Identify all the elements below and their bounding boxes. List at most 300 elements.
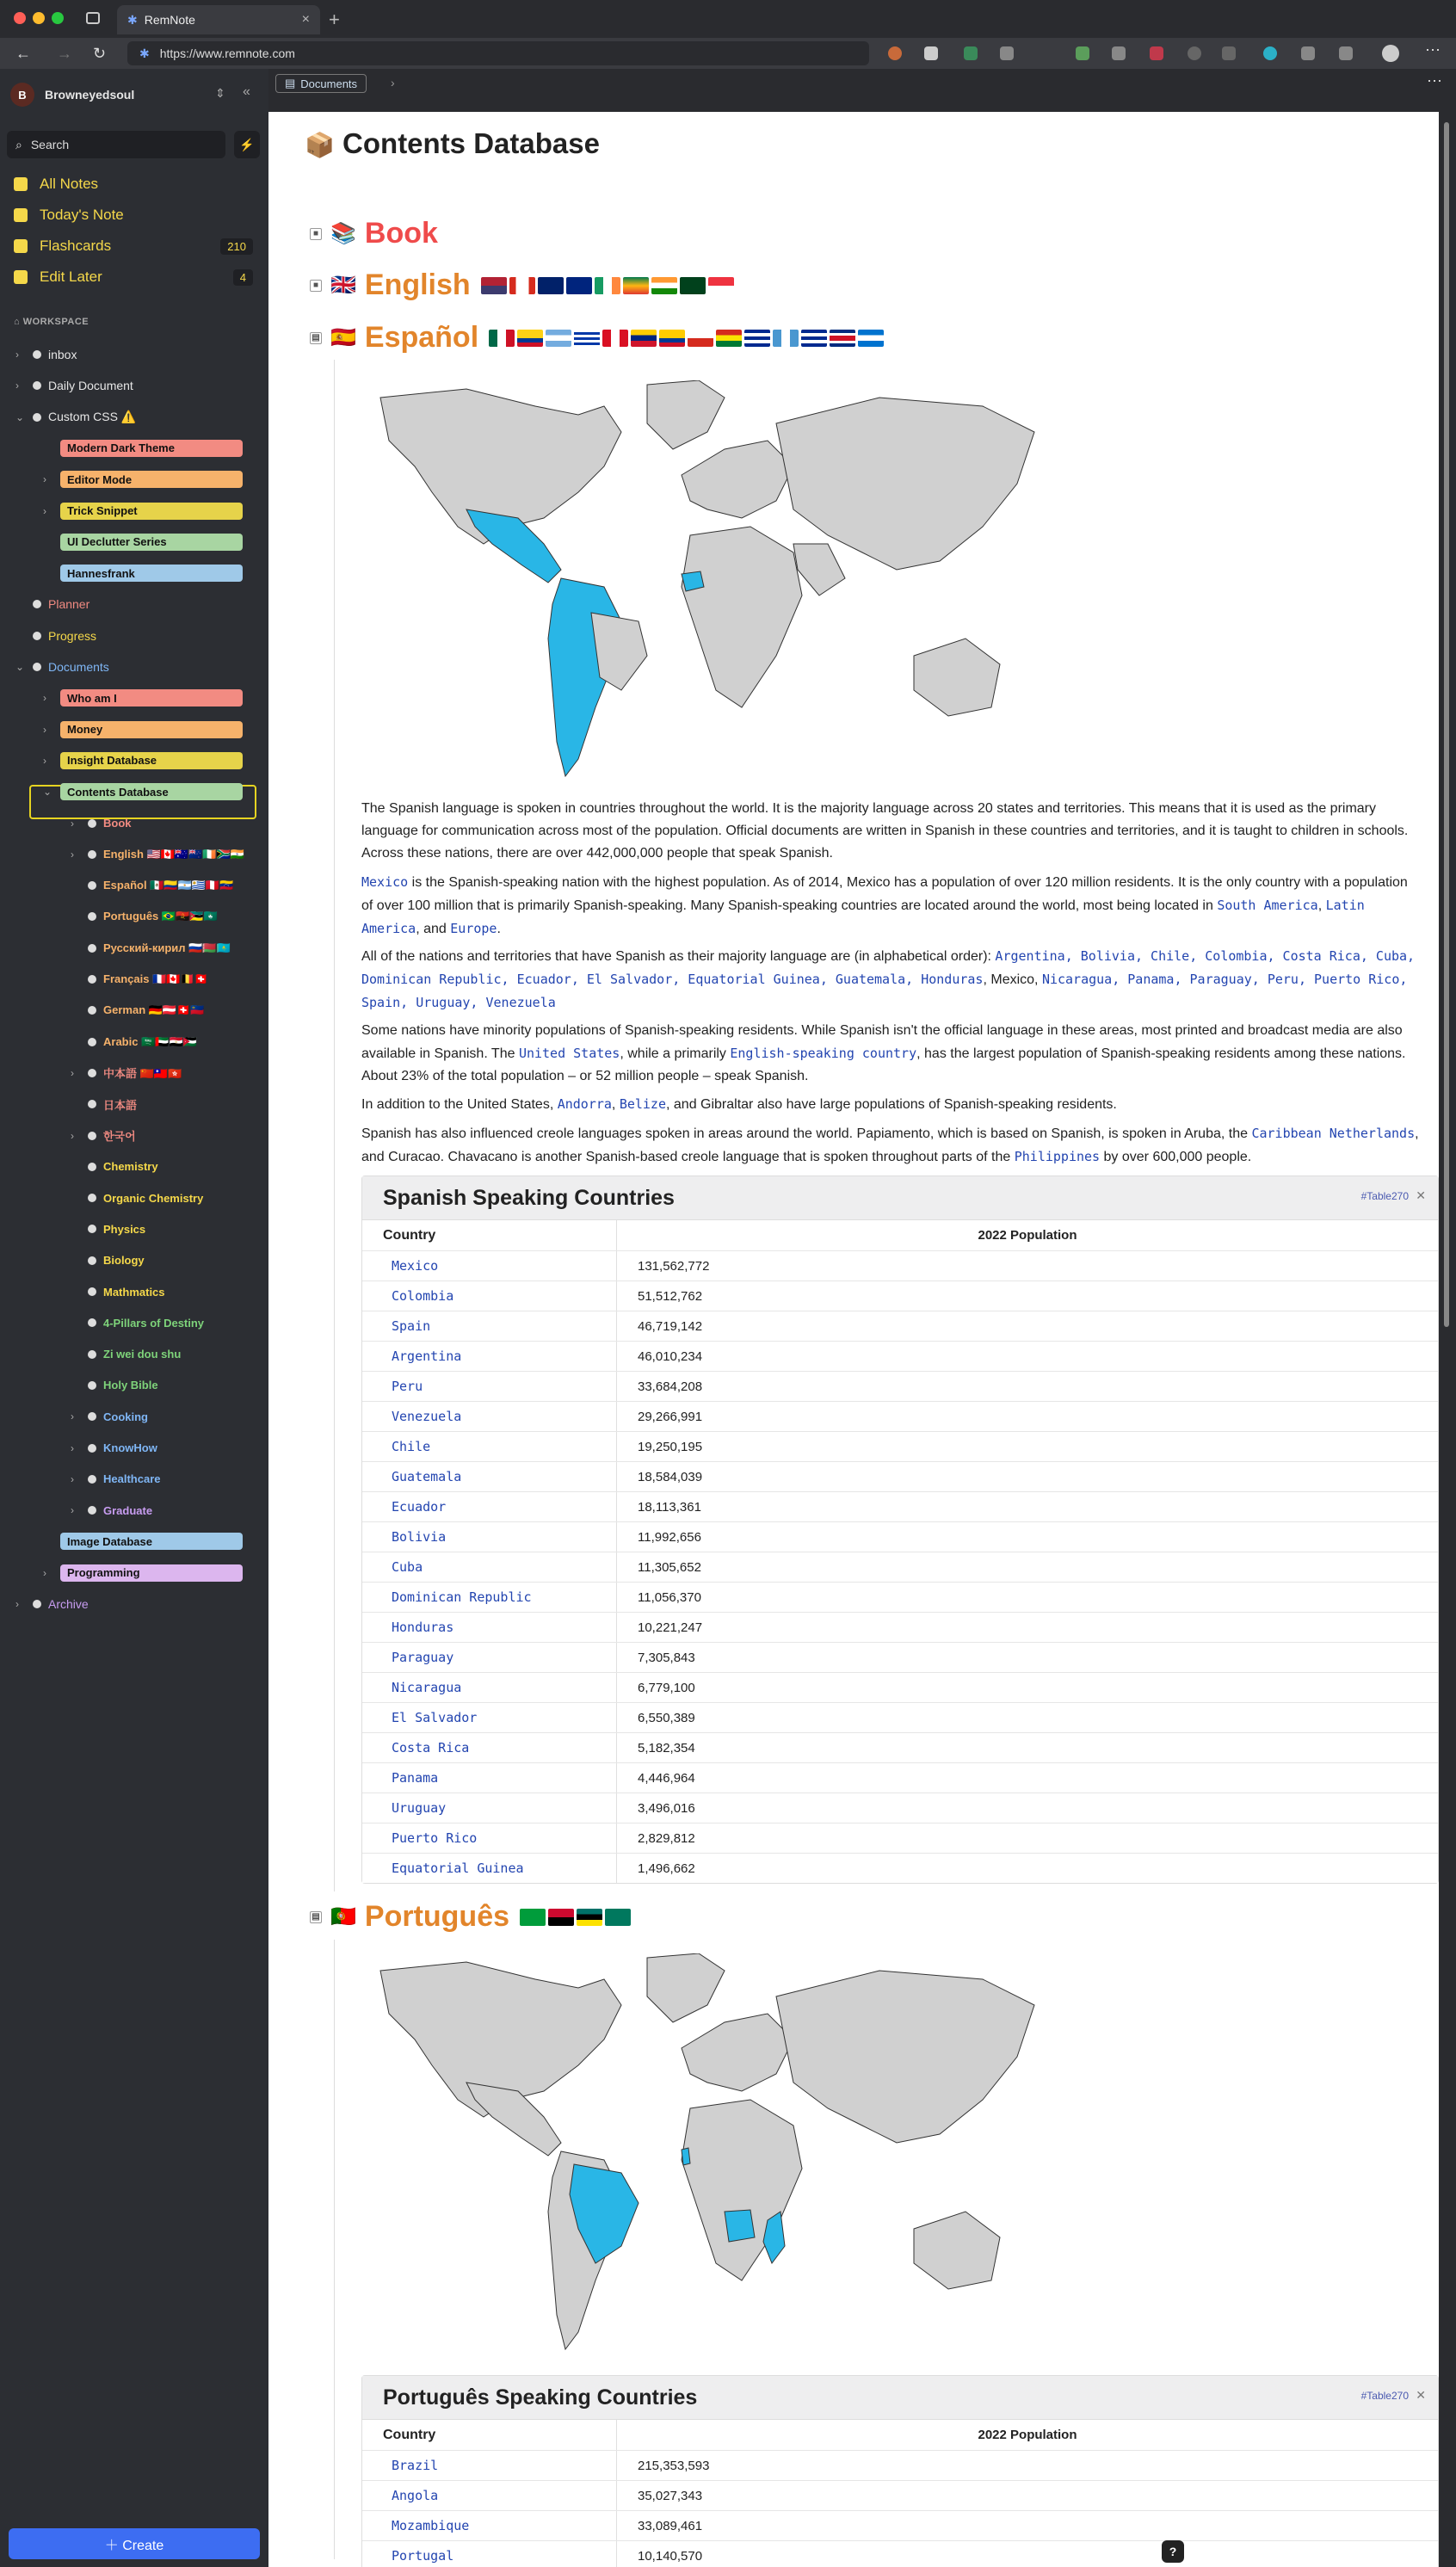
population-cell: 18,584,039	[638, 1469, 703, 1484]
tab-title: RemNote	[144, 13, 195, 27]
link-south-america[interactable]: South America	[1217, 898, 1318, 913]
chevron-down-icon[interactable]: ⌄	[15, 661, 25, 673]
sidebar-tree-item[interactable]	[0, 527, 268, 558]
column-header-country[interactable]: Country	[362, 1220, 617, 1250]
extension-icon[interactable]	[1222, 46, 1236, 60]
tab-close-icon[interactable]: ×	[301, 12, 310, 27]
sidebar-tree-item[interactable]	[0, 1276, 268, 1307]
chevron-right-icon[interactable]: ›	[15, 1598, 19, 1610]
sidebar-tree-item[interactable]	[0, 1526, 268, 1557]
chevron-right-icon[interactable]: ›	[71, 1472, 74, 1485]
sidebar-tree-item[interactable]	[0, 1339, 268, 1370]
remnote-logo-icon: ✱	[127, 12, 138, 27]
sidebar-tree-item[interactable]	[0, 1589, 268, 1620]
breadcrumb-chevron-icon: ›	[391, 76, 395, 89]
sidebar-tree-item[interactable]	[0, 496, 268, 527]
rem-icon	[88, 1132, 96, 1140]
population-cell: 3,496,016	[638, 1800, 695, 1816]
country-link[interactable]: Colombia	[392, 1288, 454, 1304]
population-cell: 6,779,100	[638, 1680, 695, 1695]
address-bar[interactable]	[127, 41, 869, 65]
extension-icon[interactable]	[1112, 46, 1126, 60]
sidebar-tree-item[interactable]	[0, 1558, 268, 1589]
rem-icon	[33, 600, 41, 608]
table-row	[362, 1371, 1438, 1401]
tree-item-label: English 🇺🇸🇨🇦🇦🇺🇳🇿🇮🇪🇿🇦🇮🇳	[103, 847, 244, 861]
table-close-icon[interactable]: ✕	[1416, 2388, 1426, 2402]
profile-icon[interactable]	[1382, 45, 1399, 62]
sidebar-toggle-icon[interactable]	[86, 12, 100, 24]
chevron-down-icon[interactable]: ⌄	[43, 786, 52, 799]
population-cell: 1,496,662	[638, 1860, 695, 1876]
chevron-right-icon[interactable]: ›	[71, 1441, 74, 1454]
user-menu[interactable]	[10, 83, 134, 107]
rem-icon	[88, 1350, 96, 1359]
country-link[interactable]: Paraguay	[392, 1650, 454, 1665]
nav-icon	[14, 270, 28, 284]
sidebar-tree-item[interactable]	[0, 370, 268, 401]
reload-icon[interactable]: ↻	[93, 45, 107, 62]
table-row	[362, 1341, 1438, 1371]
tree-item-label: Modern Dark Theme	[60, 440, 243, 457]
tree-item-label: Trick Snippet	[60, 503, 243, 520]
map-asia	[776, 1971, 1034, 2143]
extension-icon[interactable]	[1000, 46, 1014, 60]
flag-icons	[489, 330, 884, 347]
tree-item-label: Français 🇫🇷🇨🇦🇧🇪🇨🇭	[103, 972, 208, 985]
main-nav-item[interactable]	[14, 238, 253, 255]
chevron-right-icon[interactable]: ›	[71, 848, 74, 861]
folder-icon: ▤	[285, 77, 296, 89]
tree-item-label: 中本語 🇨🇳🇹🇼🇭🇰	[103, 1067, 182, 1081]
population-cell: 10,140,570	[638, 2548, 703, 2564]
table-row	[362, 1250, 1438, 1280]
main-area	[268, 69, 1456, 2567]
table-header-row	[362, 2419, 1438, 2450]
browser-tab[interactable]	[117, 5, 320, 34]
population-cell: 35,027,343	[638, 2488, 703, 2503]
country-link[interactable]: Portugal	[392, 2548, 454, 2564]
sidebar-tree-item[interactable]	[0, 808, 268, 839]
country-links[interactable]: Argentina, Bolivia, Chile, Colombia, Costa Rica, Cuba, Dominican Republic, Ecuador, El Salvador, Equatorial Guinea, Guatemala, Honduras	[361, 948, 1416, 987]
sidebar-tree-item[interactable]	[0, 1495, 268, 1526]
back-icon[interactable]: ←	[15, 45, 31, 62]
tree-item-label: Healthcare	[103, 1472, 161, 1486]
nav-icon	[14, 239, 28, 253]
chevron-right-icon[interactable]: ›	[43, 473, 46, 486]
country-link[interactable]: Mexico	[392, 1258, 439, 1274]
country-link[interactable]: Angola	[392, 2488, 439, 2503]
extension-icon[interactable]	[924, 46, 938, 60]
country-link[interactable]: Venezuela	[392, 1409, 462, 1424]
map-central-america	[466, 2083, 561, 2156]
nav-label: Flashcards	[40, 238, 112, 254]
sidebar-tree-item[interactable]	[0, 933, 268, 964]
heading-text: Book	[364, 217, 438, 250]
table-row	[362, 1672, 1438, 1702]
sidebar-tree-item[interactable]	[0, 1401, 268, 1432]
spain-flag-icon: 🇪🇸	[330, 326, 356, 349]
sidebar-tree-item[interactable]	[0, 1058, 268, 1089]
close-window-button[interactable]	[14, 12, 26, 24]
username: Browneyedsoul	[45, 88, 135, 102]
chevron-right-icon[interactable]: ›	[43, 1566, 46, 1579]
sidebar-tree-item[interactable]	[0, 682, 268, 713]
country-link[interactable]: Ecuador	[392, 1499, 447, 1515]
bolt-icon: ⚡	[239, 137, 255, 151]
rem-icon	[88, 1163, 96, 1171]
indent-guide	[334, 360, 335, 1891]
heading-espanol[interactable]	[310, 321, 884, 355]
paragraph: The Spanish language is spoken in countries throughout the world. It is the majority language across 20 states and territories. This means that it is used as the primary language for communication across most of the population. Official documents are written in Spanish in these countries and territories, and it is taught to children in schools. Across these nations, there are over 442,000,000 people that speak Spanish.	[361, 801, 1409, 861]
rem-icon	[88, 1225, 96, 1233]
browser-menu-icon[interactable]: ⋯	[1425, 41, 1441, 59]
rem-icon	[88, 1381, 96, 1390]
link-caribbean-netherlands[interactable]: Caribbean Netherlands	[1251, 1126, 1416, 1141]
chevron-right-icon[interactable]: ›	[43, 504, 46, 517]
sidebar-tree-item[interactable]	[0, 651, 268, 682]
zoom-window-button[interactable]	[52, 12, 64, 24]
tree-item-label: Daily Document	[48, 379, 133, 393]
map-africa	[682, 527, 802, 707]
column-header-population[interactable]: 2022 Population	[978, 1228, 1077, 1243]
map-australia	[914, 2212, 1000, 2289]
document-bullet-icon[interactable]: ▤	[310, 332, 322, 344]
map-portugal	[682, 2148, 690, 2165]
tree-item-label: Arabic 🇸🇦🇦🇪🇪🇬🇯🇴	[103, 1034, 197, 1048]
chevron-right-icon[interactable]: ›	[71, 1066, 74, 1079]
sidebar-tree-item[interactable]	[0, 1151, 268, 1182]
scrollbar[interactable]	[1444, 122, 1449, 1327]
population-cell: 131,562,772	[638, 1258, 710, 1274]
table-tag[interactable]: #Table270	[1360, 2390, 1409, 2402]
sidebar-tree-item[interactable]	[0, 1433, 268, 1464]
sidebar-tree-item[interactable]	[0, 433, 268, 464]
paragraph: Some nations have minority populations of Spanish-speaking residents. While Spanish isn't the official language in these areas, most printed and broadcast media are also available in Spanish. The United States, while a primarily English-speaking country, has the largest population of Spanish-speaking residents among these nations. About 23% of the total population – or 52 million people – speak Spanish.	[361, 1023, 1406, 1083]
extension-icon[interactable]	[1076, 46, 1089, 60]
population-cell: 215,353,593	[638, 2458, 710, 2473]
table-row	[362, 1793, 1438, 1823]
tree-item-label: Holy Bible	[103, 1379, 158, 1392]
sidebar-tree-item[interactable]	[0, 1182, 268, 1213]
country-link[interactable]: Dominican Republic	[392, 1589, 532, 1605]
tree-item-label: Русский-кирил 🇷🇺🇧🇾🇰🇿	[103, 941, 231, 954]
sidebar-tree-item[interactable]	[0, 776, 268, 807]
map-mexico-central-america	[466, 509, 561, 583]
heading-book[interactable]	[310, 217, 438, 250]
sidebar-tree-item[interactable]	[0, 745, 268, 776]
folder-bullet-icon[interactable]: ■	[310, 228, 322, 240]
table-close-icon[interactable]: ✕	[1416, 1188, 1426, 1202]
box-icon: 📦	[305, 132, 335, 158]
new-tab-button[interactable]: +	[329, 9, 340, 30]
country-links[interactable]: Nicaragua, Panama, Paraguay, Peru, Puerto Rico, Spain, Uruguay, Venezuela	[361, 972, 1408, 1010]
tree-item-label: Contents Database	[60, 783, 243, 800]
link-english-speaking-country[interactable]: English-speaking country	[730, 1046, 917, 1061]
tree-item-label: Hannesfrank	[60, 565, 243, 582]
rem-icon	[88, 944, 96, 953]
collapse-sidebar-icon[interactable]: «	[243, 84, 250, 99]
table-row	[362, 1552, 1438, 1582]
main-nav-item[interactable]	[14, 176, 253, 193]
country-link[interactable]: Brazil	[392, 2458, 439, 2473]
main-nav-item[interactable]	[14, 207, 253, 224]
paragraph: In addition to the United States, Andorra, Belize, and Gibraltar also have large populations of Spanish-speaking residents.	[361, 1096, 1117, 1112]
url-text: https://www.remnote.com	[159, 46, 295, 60]
sidebar-tree-item[interactable]	[0, 901, 268, 932]
population-cell: 11,056,370	[638, 1589, 701, 1605]
forward-icon[interactable]: →	[57, 45, 72, 62]
country-link[interactable]: Uruguay	[392, 1800, 447, 1816]
table-row	[362, 1461, 1438, 1491]
search-input[interactable]	[7, 131, 225, 158]
country-link[interactable]: Peru	[392, 1379, 423, 1394]
paragraph: All of the nations and territories that have Spanish as their majority language are (in alphabetical order): Argentina, Bolivia, Chile, Colombia, Costa Rica, Cuba, Dominican Republic, Ecuador, El Salvador, Equatorial Guinea, Guatemala, Honduras, Mexico, Nicaragua, Panama, Paraguay, Peru, Puerto Rico, Spain, Uruguay, Venezuela	[361, 948, 1416, 1010]
tree-item-label: Planner	[48, 597, 90, 612]
nav-label: Today's Note	[40, 207, 124, 223]
uk-flag-icon: 🇬🇧	[330, 274, 356, 297]
tree-item-label: Custom CSS ⚠️	[48, 410, 137, 424]
sidebar-tree-item[interactable]	[0, 870, 268, 901]
sidebar-tree-item[interactable]	[0, 1027, 268, 1058]
sidebar-tree-item[interactable]	[0, 620, 268, 651]
table-row	[362, 1582, 1438, 1612]
rem-icon	[88, 1194, 96, 1202]
link-united-states[interactable]: United States	[518, 1046, 620, 1061]
create-button[interactable]: ＋ Create	[9, 2528, 260, 2559]
extension-icon[interactable]	[964, 46, 978, 60]
rem-icon	[33, 381, 41, 390]
map-africa	[682, 2100, 802, 2280]
extension-icon[interactable]	[1263, 46, 1277, 60]
rem-icon	[88, 819, 96, 828]
browser-tabbar	[0, 0, 1456, 38]
search-icon: ⌕	[15, 137, 22, 151]
chevron-right-icon[interactable]: ›	[71, 1129, 74, 1142]
tree-item-label: Zi wei dou shu	[103, 1348, 182, 1361]
country-link[interactable]: Bolivia	[392, 1529, 447, 1545]
population-cell: 33,684,208	[638, 1379, 703, 1394]
breadcrumb-bar	[268, 69, 1456, 112]
heading-text: English	[364, 268, 471, 301]
indent-guide	[334, 1940, 335, 2559]
population-cell: 10,221,247	[638, 1620, 703, 1635]
sidebar-tree-item[interactable]	[0, 1307, 268, 1338]
tree-item-label: Progress	[48, 628, 97, 643]
sidebar-tree-item[interactable]	[0, 1089, 268, 1120]
rem-icon	[88, 1038, 96, 1046]
sidebar-tree-item[interactable]	[0, 464, 268, 495]
sidebar-tree-item[interactable]	[0, 1370, 268, 1401]
tree-item-label: Image Database	[60, 1533, 243, 1550]
link-latin-america[interactable]: Latin America	[361, 898, 1365, 936]
rem-icon	[88, 975, 96, 984]
table-row	[362, 1401, 1438, 1431]
bookmark-star-icon[interactable]	[1339, 46, 1353, 60]
sidebar-tree-item[interactable]	[0, 558, 268, 589]
table-row	[362, 2480, 1438, 2510]
books-icon: 📚	[330, 222, 356, 245]
sidebar-tree-item[interactable]	[0, 1120, 268, 1151]
country-link[interactable]: Spain	[392, 1318, 431, 1334]
rem-icon	[88, 912, 96, 921]
paragraph: Spanish has also influenced creole languages spoken in areas around the world. Papiamento, which is based on Spanish, is spoken in Aruba, the Caribbean Netherlands, and Curacao. Chavacano is another Spanish-based creole language that is spoken throughout parts of the Philippines by over 600,000 people.	[361, 1126, 1419, 1164]
chevron-right-icon[interactable]: ›	[71, 1410, 74, 1423]
table-row	[362, 1642, 1438, 1672]
country-link[interactable]: Panama	[392, 1770, 439, 1786]
population-cell: 6,550,389	[638, 1710, 695, 1725]
extension-icon[interactable]	[1188, 46, 1201, 60]
rem-icon	[33, 632, 41, 640]
country-link[interactable]: Guatemala	[392, 1469, 462, 1484]
table-row	[362, 1702, 1438, 1732]
spanish-world-map	[363, 380, 1048, 785]
population-cell: 5,182,354	[638, 1740, 695, 1756]
link-europe[interactable]: Europe	[450, 921, 497, 936]
map-europe	[682, 2014, 793, 2091]
sidebar-tree-item[interactable]	[0, 714, 268, 745]
chevron-right-icon[interactable]: ›	[15, 379, 19, 392]
main-nav-item[interactable]	[14, 268, 253, 286]
extensions-puzzle-icon[interactable]	[1301, 46, 1315, 60]
population-cell: 11,992,656	[638, 1529, 701, 1545]
tree-item-label: Editor Mode	[60, 471, 243, 488]
country-link[interactable]: Costa Rica	[392, 1740, 470, 1756]
extension-icon[interactable]	[1150, 46, 1163, 60]
chevron-down-icon[interactable]: ⌄	[15, 410, 25, 423]
population-cell: 33,089,461	[638, 2518, 703, 2533]
document-page	[268, 112, 1439, 2567]
chevron-right-icon[interactable]: ›	[43, 754, 46, 767]
tree-item-label: Archive	[48, 1597, 89, 1611]
table-row	[362, 1431, 1438, 1461]
heading-portugues[interactable]	[310, 1900, 631, 1934]
chevron-right-icon[interactable]: ›	[71, 817, 74, 830]
avatar: B	[10, 83, 34, 107]
document-bullet-icon[interactable]: ▤	[310, 1911, 322, 1923]
quick-action-button[interactable]	[234, 131, 260, 158]
rem-icon	[88, 1069, 96, 1077]
table-row	[362, 1612, 1438, 1642]
link-andorra[interactable]: Andorra	[557, 1096, 612, 1112]
sidebar-tree-item[interactable]	[0, 402, 268, 433]
column-header-population[interactable]: 2022 Population	[978, 2428, 1077, 2442]
country-link[interactable]: Nicaragua	[392, 1680, 462, 1695]
link-belize[interactable]: Belize	[619, 1096, 666, 1112]
chevron-right-icon[interactable]: ›	[43, 723, 46, 736]
rem-icon	[88, 1444, 96, 1453]
population-cell: 4,446,964	[638, 1770, 695, 1786]
rem-icon	[88, 1412, 96, 1421]
nav-icon	[14, 208, 28, 222]
rem-icon	[88, 1256, 96, 1265]
population-cell: 29,266,991	[638, 1409, 703, 1424]
chevron-right-icon[interactable]: ›	[15, 349, 19, 361]
tree-item-label: Programming	[60, 1564, 243, 1582]
more-options-icon[interactable]: ⋯	[1427, 72, 1442, 89]
tree-item-label: Cooking	[103, 1410, 148, 1423]
tree-item-label: Organic Chemistry	[103, 1191, 204, 1205]
portugal-flag-icon: 🇵🇹	[330, 1905, 356, 1928]
tree-item-label: Biology	[103, 1254, 145, 1268]
flag-icons	[481, 277, 734, 294]
sidebar-tree-item[interactable]	[0, 589, 268, 620]
table-row	[362, 1823, 1438, 1853]
country-link[interactable]: Equatorial Guinea	[392, 1860, 524, 1876]
sidebar	[0, 69, 268, 2567]
minimize-window-button[interactable]	[33, 12, 45, 24]
rem-icon	[33, 350, 41, 359]
tree-item-label: Chemistry	[103, 1160, 158, 1174]
extension-icon[interactable]	[888, 46, 902, 60]
tree-item-label: Who am I	[60, 689, 243, 707]
country-link[interactable]: Puerto Rico	[392, 1830, 478, 1846]
browser-toolbar	[0, 38, 1456, 69]
sidebar-tree-item[interactable]	[0, 1213, 268, 1244]
population-cell: 46,010,234	[638, 1348, 703, 1364]
heading-text: Español	[364, 321, 479, 354]
help-button[interactable]: ?	[1162, 2540, 1184, 2563]
rem-icon	[33, 1600, 41, 1608]
folder-bullet-icon[interactable]: ■	[310, 280, 322, 292]
country-link[interactable]: Honduras	[392, 1620, 454, 1635]
population-cell: 46,719,142	[638, 1318, 703, 1334]
sidebar-tree-item[interactable]	[0, 995, 268, 1026]
tree-item-label: UI Declutter Series	[60, 534, 243, 551]
population-cell: 51,512,762	[638, 1288, 703, 1304]
country-link[interactable]: Mozambique	[392, 2518, 470, 2533]
sidebar-tree-item[interactable]	[0, 1245, 268, 1276]
country-link[interactable]: Chile	[392, 1439, 431, 1454]
chevron-right-icon[interactable]: ›	[43, 692, 46, 705]
country-link[interactable]: El Salvador	[392, 1710, 478, 1725]
nav-label: All Notes	[40, 176, 99, 192]
sidebar-tree-item[interactable]	[0, 339, 268, 370]
tree-item-label: Book	[103, 817, 132, 830]
breadcrumb[interactable]	[275, 74, 367, 93]
tree-item-label: Money	[60, 721, 243, 738]
map-australia	[914, 639, 1000, 716]
spanish-countries-table	[361, 1176, 1439, 1884]
search-placeholder: Search	[30, 138, 70, 151]
chevron-right-icon[interactable]: ›	[71, 1504, 74, 1517]
table-tag[interactable]: #Table270	[1360, 1190, 1409, 1202]
sidebar-tree-item[interactable]	[0, 1464, 268, 1495]
workspace-switch-icon[interactable]: ⇕	[215, 86, 225, 100]
tree-item-label: German 🇩🇪🇦🇹🇨🇭🇱🇮	[103, 1003, 205, 1017]
map-greenland	[647, 380, 725, 449]
population-cell: 19,250,195	[638, 1439, 703, 1454]
tree-item-label: Español 🇲🇽🇨🇴🇦🇷🇺🇾🇵🇪🇻🇪	[103, 879, 234, 892]
population-cell: 7,305,843	[638, 1650, 695, 1665]
sidebar-tree-item[interactable]	[0, 964, 268, 995]
country-link[interactable]: Argentina	[392, 1348, 462, 1364]
sidebar-tree-item[interactable]	[0, 839, 268, 870]
tree-item-label: Physics	[103, 1222, 146, 1236]
link-philippines[interactable]: Philippines	[1014, 1149, 1101, 1164]
rem-icon	[88, 1006, 96, 1015]
table-title: Português Speaking Countries	[362, 2376, 1438, 2419]
rem-icon	[88, 1287, 96, 1296]
tree-item-label: Graduate	[103, 1503, 153, 1517]
country-link[interactable]: Cuba	[392, 1559, 423, 1575]
heading-english[interactable]	[310, 268, 734, 302]
column-header-country[interactable]: Country	[362, 2420, 617, 2450]
link-mexico[interactable]: Mexico	[361, 874, 409, 890]
rem-icon	[88, 850, 96, 859]
map-arabia	[793, 544, 845, 595]
population-cell: 2,829,812	[638, 1830, 695, 1846]
